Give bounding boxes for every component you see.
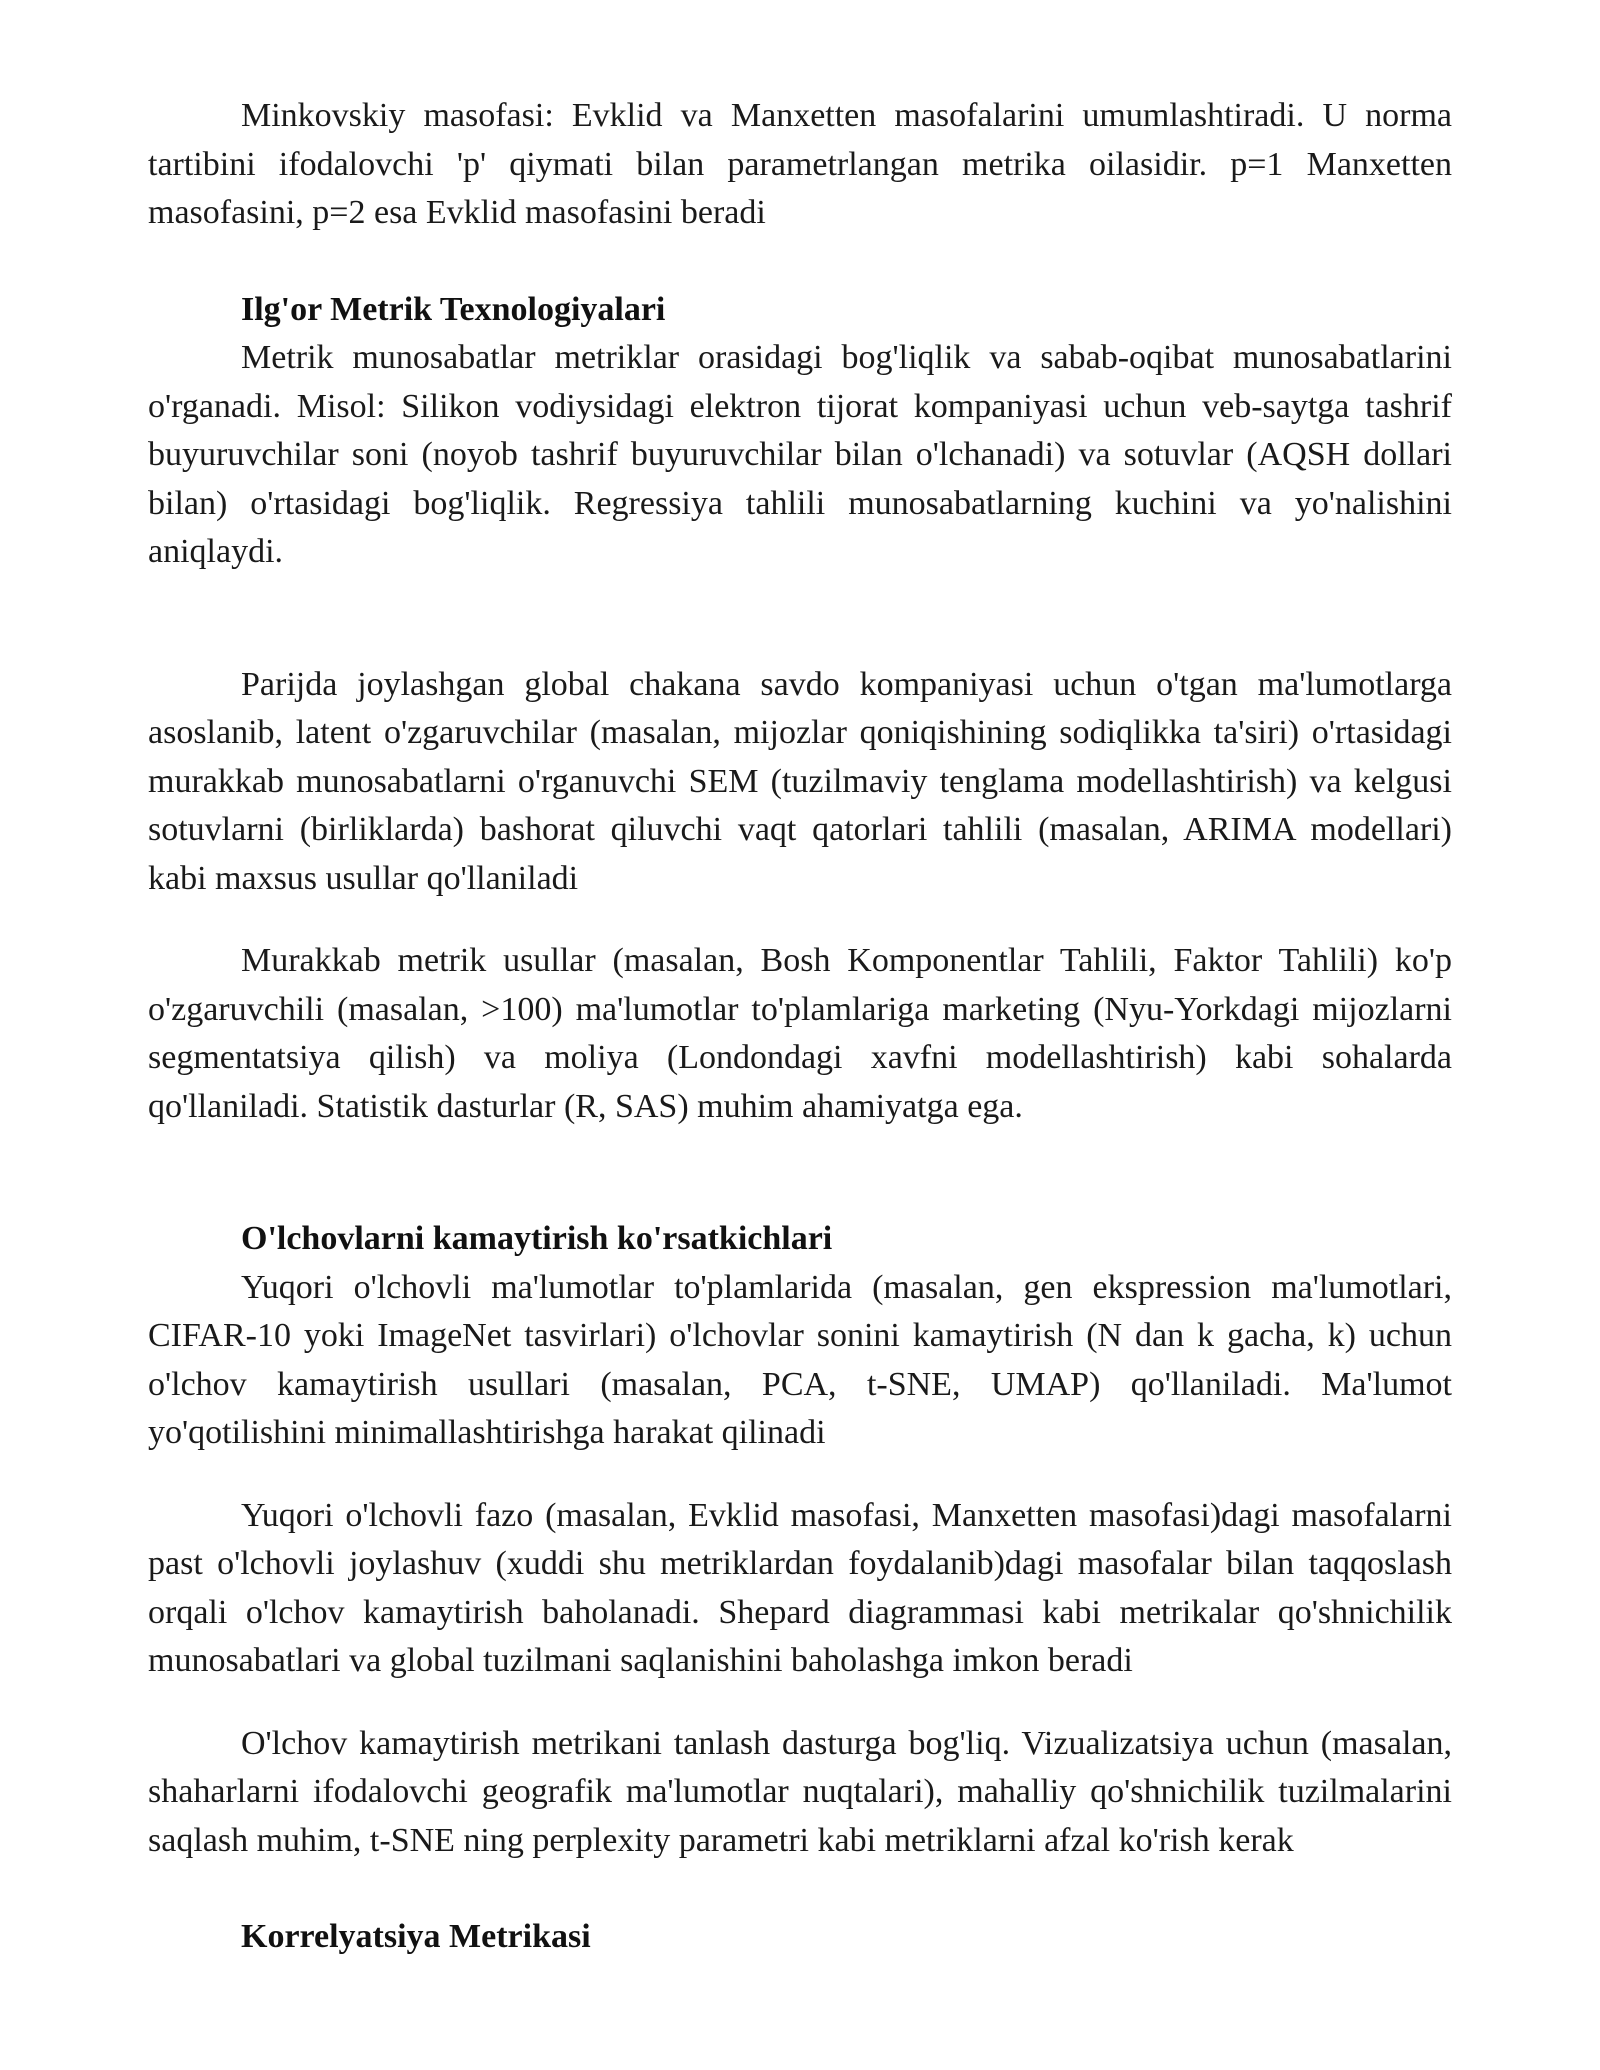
paragraph-sem-time-series: Parijda joylashgan global chakana savdo kompaniyasi uchun o'tgan ma'lumotlarga asoslanib, latent o'zgaruvchilar (masalan, mijozlar qoniqishining sodiqlikka ta'siri) o'rtasidagi murakkab munosabatlarni o'rganuvchi SEM (tuzilmaviy tenglama modellashtirish) va kelgusi sotuvlarni (birliklarda) bashorat qiluvchi vaqt qatorlari tahlili (masalan, ARIMA modellari) kabi maxsus usullar qo'llaniladi bbox=[148, 665, 1452, 897]
paragraph-complex-metric-methods: Murakkab metrik usullar (masalan, Bosh Komponentlar Tahlili, Faktor Tahlili) ko'p o'zgaruvchili (masalan, >100) ma'lumotlar to'plamlariga marketing (Nyu-Yorkdagi mijozlarni segmentatsiya qilish) va moliya (Londondagi xavfni modellashtirish) kabi sohalarda qo'llaniladi. Statistik dasturlar (R, SAS) muhim ahamiyatga ega. bbox=[148, 942, 1452, 1125]
heading-advanced-metric-technologies: Ilg'or Metrik Texnologiyalari bbox=[241, 290, 666, 328]
heading-dimensionality-reduction-metrics: O'lchovlarni kamaytirish ko'rsatkichlari bbox=[241, 1220, 833, 1257]
paragraph-dimensionality-reduction-evaluation: Yuqori o'lchovli fazo (masalan, Evklid masofasi, Manxetten masofasi)dagi masofalarni past o'lchovli joylashuv (xuddi shu metriklardan foydalanib)dagi masofalar bilan taqqoslash orqali o'lchov kamaytirish baholanadi. Shepard diagrammasi kabi metrikalar qo'shnichilik munosabatlari va global tuzilmani saqlanishini baholashga imkon beradi bbox=[148, 1496, 1452, 1679]
document-page bbox=[148, 92, 1452, 1962]
paragraph-minkowski-distance: Minkovskiy masofasi: Evklid va Manxetten masofalarini umumlashtiradi. U norma tartibini ifodalovchi 'p' qiymati bilan parametrlangan metrika oilasidir. p=1 Manxetten masofasini, p=2 esa Evklid masofasini beradi bbox=[148, 97, 1452, 231]
paragraph-dimensionality-reduction-methods: Yuqori o'lchovli ma'lumotlar to'plamlarida (masalan, gen ekspression ma'lumotlari, CIFAR-10 yoki ImageNet tasvirlari) o'lchovlar sonini kamaytirish (N dan k gacha, k) uchun o'lchov kamaytirish usullari (masalan, PCA, t-SNE, UMAP) qo'llaniladi. Ma'lumot yo'qotilishini minimallashtirishga harakat qilinadi bbox=[148, 1268, 1452, 1451]
paragraph-metric-selection: O'lchov kamaytirish metrikani tanlash dasturga bog'liq. Vizualizatsiya uchun (masalan, shaharlarni ifodalovchi geografik ma'lumotlar nuqtalari), mahalliy qo'shnichilik tuzilmalarini saqlash muhim, t-SNE ning perplexity parametri kabi metriklarni afzal ko'rish kerak bbox=[148, 1724, 1452, 1859]
heading-correlation-metric: Korrelyatsiya Metrikasi bbox=[241, 1918, 591, 1955]
paragraph-metric-relationships: Metrik munosabatlar metriklar orasidagi bog'liqlik va sabab-oqibat munosabatlarini o'rganadi. Misol: Silikon vodiysidagi elektron tijorat kompaniyasi uchun veb-saytga tashrif buyuruvchilar soni (noyob tashrif buyuruvchilar bilan o'lchanadi) va sotuvlar (AQSH dollari bilan) o'rtasidagi bog'liqlik. Regressiya tahlili munosabatlarning kuchini va yo'nalishini aniqlaydi. bbox=[148, 339, 1452, 570]
